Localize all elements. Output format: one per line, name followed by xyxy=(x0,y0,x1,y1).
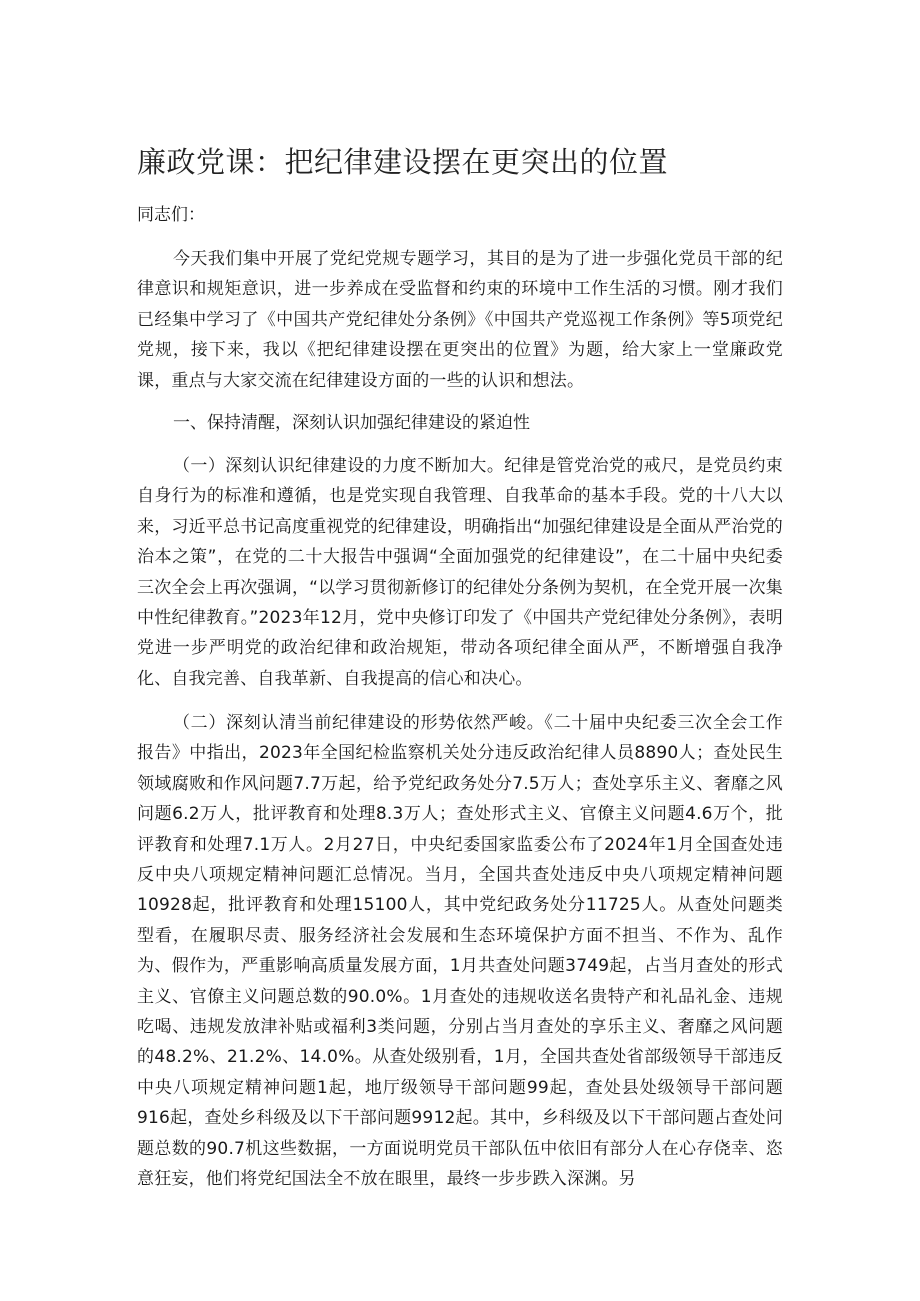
intro-paragraph: 今天我们集中开展了党纪党规专题学习，其目的是为了进一步强化党员干部的纪律意识和规矩意识，进一步养成在受监督和约束的环境中工作生活的习惯。刚才我们已经集中学习了《中国共产党纪律处分条例》《中国共产党巡视工作条例》等5项党纪党规，接下来，我以《把纪律建设摆在更突出的位置》为题，给大家上一堂廉政党课，重点与大家交流在纪律建设方面的一些的认识和想法。 xyxy=(137,249,783,391)
salutation: 同志们： xyxy=(137,205,205,225)
section-point-2-paragraph: （二）深刻认清当前纪律建设的形势依然严峻。《二十届中央纪委三次全会工作报告》中指出，2023年全国纪检监察机关处分违反政治纪律人员8890人；查处民生领域腐败和作风问题7.7万起，给予党纪政务处分7.5万人；查处享乐主义、奢靡之风问题6.2万人，批评教育和处理8.3万人；查处形式主义、官僚主义问题4.6万个，批评教育和处理7.1万人。2月27日，中央纪委国家监委公布了2024年1月全国查处违反中央八项规定精神问题汇总情况。当月，全国共查处违反中央八项规定精神问题10928起，批评教育和处理15100人，其中党纪政务处分11725人。从查处问题类型看，在履职尽责、服务经济社会发展和生态环境保护方面不担当、不作为、乱作为、假作为，严重影响高质量发展方面，1月共查处问题3749起，占当月查处的形式主义、官僚主义问题总数的90.0%。1月查处的违规收送名贵特产和礼品礼金、违规吃喝、违规发放津补贴或福利3类问题，分别占当月查处的享乐主义、奢靡之风问题的48.2%、21.2%、14.0%。从查处级别看，1月，全国共查处省部级领导干部违反中央八项规定精神问题1起，地厅级领导干部问题99起，查处县处级领导干部问题916起，查处乡科级及以下干部问题9912起。其中，乡科级及以下干部问题占查处问题总数的90.7机这些数据，一方面说明党员干部队伍中依旧有部分人在心存侥幸、恣意狂妄，他们将党纪国法全不放在眼里，最终一步步跌入深渊。另 xyxy=(137,713,783,1190)
document-title: 廉政党课：把纪律建设摆在更突出的位置 xyxy=(137,145,669,179)
section-heading: 一、保持清醒，深刻认识加强纪律建设的紧迫性 xyxy=(173,413,530,433)
section-point-1-paragraph: （一）深刻认识纪律建设的力度不断加大。纪律是管党治党的戒尺，是党员约束自身行为的标准和遵循，也是党实现自我管理、自我革命的基本手段。党的十八大以来，习近平总书记高度重视党的纪律建设，明确指出“加强纪律建设是全面从严治党的治本之策”，在党的二十大报告中强调“全面加强党的纪律建设”，在二十届中央纪委三次全会上再次强调，“以学习贯彻新修订的纪律处分条例为契机，在全党开展一次集中性纪律教育。”2023年12月，党中央修订印发了《中国共产党纪律处分条例》，表明党进一步严明党的政治纪律和政治规矩，带动各项纪律全面从严，不断增强自我净化、自我完善、自我革新、自我提高的信心和决心。 xyxy=(137,456,783,689)
